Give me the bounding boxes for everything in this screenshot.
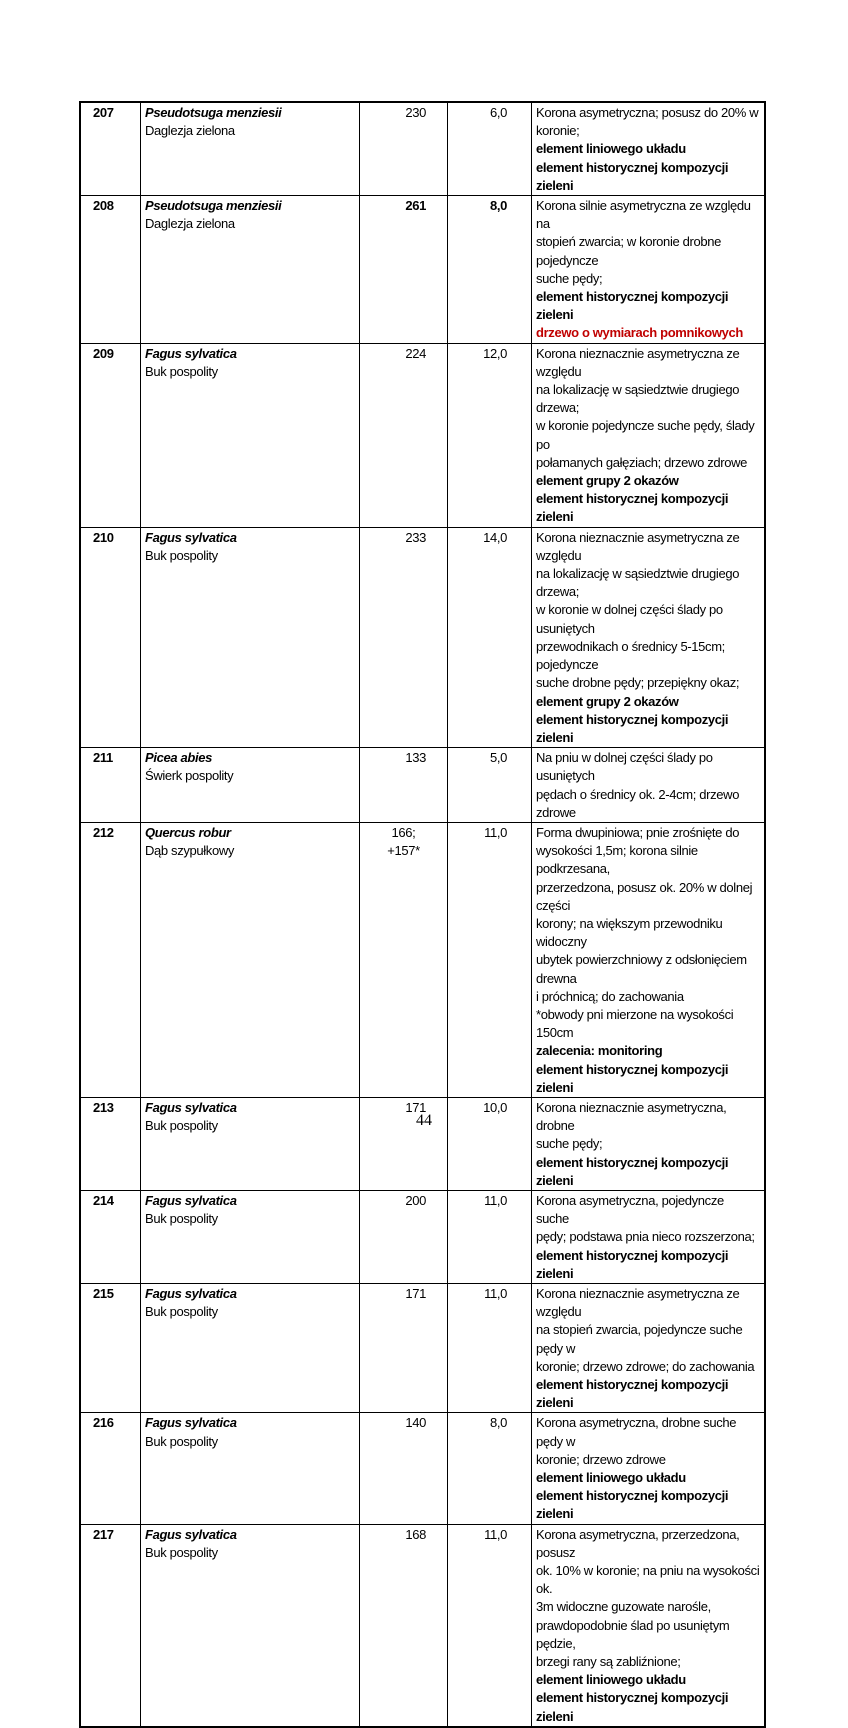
description-line: element historycznej kompozycji zieleni bbox=[536, 1154, 729, 1188]
description-line: Korona nieznacznie asymetryczna, drobne bbox=[536, 1099, 727, 1134]
description-line: Korona asymetryczna; posusz do 20% w bbox=[536, 105, 759, 120]
tree-height: 6,0 bbox=[448, 102, 532, 196]
description-line: element historycznej kompozycji zieleni bbox=[536, 1247, 729, 1281]
monument-tree-note: drzewo o wymiarach pomnikowych bbox=[536, 325, 743, 341]
condition-description bbox=[532, 1524, 766, 1727]
description-line: suche pędy; bbox=[536, 1136, 603, 1152]
description-line: suche drobne pędy; przepiękny okaz; bbox=[536, 675, 740, 691]
trunk-circumference: 171 bbox=[360, 1284, 448, 1413]
common-name: Świerk pospolity bbox=[145, 768, 234, 784]
species-cell bbox=[141, 102, 360, 196]
tree-row bbox=[80, 822, 765, 1097]
description-line: suche pędy; bbox=[536, 270, 603, 286]
latin-name: Pseudotsuga menziesii bbox=[145, 105, 282, 120]
tree-height: 8,0 bbox=[448, 1413, 532, 1524]
description-line: Forma dwupiniowa; pnie zrośnięte do bbox=[536, 824, 740, 840]
description-line: 3m widoczne guzowate narośle, bbox=[536, 1599, 711, 1615]
trunk-circumference: 140 bbox=[360, 1413, 448, 1524]
tree-number: 217 bbox=[80, 1524, 141, 1727]
description-line: Korona asymetryczna, drobne suche pędy w bbox=[536, 1415, 737, 1449]
tree-number: 210 bbox=[80, 527, 141, 747]
common-name: Buk pospolity bbox=[145, 1304, 218, 1320]
common-name: Buk pospolity bbox=[145, 1211, 218, 1227]
tree-number: 216 bbox=[80, 1413, 141, 1524]
description-line: element historycznej kompozycji zieleni bbox=[536, 1377, 729, 1411]
species-cell bbox=[141, 343, 360, 527]
description-line: element historycznej kompozycji zieleni bbox=[536, 289, 729, 323]
trunk-circumference: 261 bbox=[360, 196, 448, 344]
tree-number: 214 bbox=[80, 1190, 141, 1283]
description-line: brzegi rany są zabliźnione; bbox=[536, 1654, 681, 1670]
trunk-circumference: 233 bbox=[360, 527, 448, 747]
common-name: Buk pospolity bbox=[145, 547, 218, 563]
tree-number: 213 bbox=[80, 1097, 141, 1190]
latin-name: Pseudotsuga menziesii bbox=[145, 198, 282, 214]
trunk-circumference: 168 bbox=[360, 1524, 448, 1727]
page-number: 44 bbox=[416, 1112, 432, 1129]
description-line: pędach o średnicy ok. 2-4cm; drzewo zdrowe bbox=[536, 786, 740, 820]
description-line: przewodnikach o średnicy 5-15cm; pojedyncze bbox=[536, 638, 725, 673]
description-line: *obwody pni mierzone na wysokości 150cm bbox=[536, 1006, 734, 1041]
tree-height: 11,0 bbox=[448, 1284, 532, 1413]
latin-name: Picea abies bbox=[145, 750, 212, 766]
description-line: prawdopodobnie ślad po usuniętym pędzie, bbox=[536, 1617, 730, 1651]
condition-description bbox=[532, 822, 766, 1097]
tree-number: 211 bbox=[80, 748, 141, 823]
description-line: Na pniu w dolnej części ślady po usuniętych bbox=[536, 750, 713, 784]
tree-height: 5,0 bbox=[448, 748, 532, 823]
tree-height: 10,0 bbox=[448, 1097, 532, 1190]
species-cell bbox=[141, 196, 360, 344]
description-line: ubytek powierzchniowy z odsłonięciem drewna bbox=[536, 952, 747, 986]
common-name: Dąb szypułkowy bbox=[145, 843, 235, 859]
latin-name: Fagus sylvatica bbox=[145, 529, 237, 545]
latin-name: Quercus robur bbox=[145, 824, 231, 840]
latin-name: Fagus sylvatica bbox=[145, 1286, 237, 1301]
latin-name: Fagus sylvatica bbox=[145, 1415, 237, 1431]
description-line: Korona nieznacznie asymetryczna ze względu bbox=[536, 345, 740, 379]
tree-row bbox=[80, 748, 765, 823]
description-line: element grupy 2 okazów bbox=[536, 693, 679, 709]
species-cell bbox=[141, 1524, 360, 1727]
tree-row bbox=[80, 196, 765, 344]
description-line: element liniowego układu bbox=[536, 1470, 686, 1486]
description-line: koronie; drzewo zdrowe bbox=[536, 1451, 666, 1467]
description-line: Korona asymetryczna, przerzedzona, posusz bbox=[536, 1526, 740, 1560]
description-line: element liniowego układu bbox=[536, 1672, 686, 1688]
tree-height: 11,0 bbox=[448, 822, 532, 1097]
condition-description bbox=[532, 343, 766, 527]
circumference-value: 166; bbox=[391, 824, 416, 840]
trunk-circumference: 171 bbox=[360, 1097, 448, 1190]
description-line: pędy; podstawa pnia nieco rozszerzona; bbox=[536, 1229, 755, 1245]
trunk-circumference: 133 bbox=[360, 748, 448, 823]
tree-height: 12,0 bbox=[448, 343, 532, 527]
description-line: w koronie pojedyncze suche pędy, ślady po bbox=[536, 418, 755, 452]
description-line: korony; na większym przewodniku widoczny bbox=[536, 915, 723, 950]
tree-number: 212 bbox=[80, 822, 141, 1097]
tree-number: 208 bbox=[80, 196, 141, 344]
common-name: Buk pospolity bbox=[145, 1433, 218, 1449]
description-line: na lokalizację w sąsiedztwie drugiego drzewa; bbox=[536, 382, 740, 416]
description-line: na lokalizację w sąsiedztwie drugiego drzewa; bbox=[536, 566, 740, 600]
description-line: Korona nieznacznie asymetryczna ze względu bbox=[536, 1286, 740, 1320]
species-cell bbox=[141, 1413, 360, 1524]
condition-description bbox=[532, 1284, 766, 1413]
species-cell bbox=[141, 1190, 360, 1283]
tree-row bbox=[80, 1190, 765, 1283]
description-line: element grupy 2 okazów bbox=[536, 473, 679, 489]
description-line: połamanych gałęziach; drzewo zdrowe bbox=[536, 454, 748, 470]
condition-description bbox=[532, 1413, 766, 1524]
tree-height: 8,0 bbox=[448, 196, 532, 344]
description-line: przerzedzona, posusz ok. 20% w dolnej części bbox=[536, 879, 753, 913]
trunk-circumference: 224 bbox=[360, 343, 448, 527]
tree-number: 215 bbox=[80, 1284, 141, 1413]
condition-description bbox=[532, 196, 766, 344]
tree-row bbox=[80, 1524, 765, 1727]
description-line: Korona silnie asymetryczna ze względu na bbox=[536, 198, 751, 232]
description-line: koronie; drzewo zdrowe; do zachowania bbox=[536, 1358, 755, 1374]
description-line: Korona asymetryczna, pojedyncze suche bbox=[536, 1192, 724, 1227]
description-line: element historycznej kompozycji zieleni bbox=[536, 491, 729, 525]
description-line: i próchnicą; do zachowania bbox=[536, 988, 684, 1004]
species-cell bbox=[141, 527, 360, 747]
tree-number: 209 bbox=[80, 343, 141, 527]
description-line: koronie; bbox=[536, 123, 580, 139]
tree-inventory-table bbox=[79, 101, 766, 1728]
condition-description bbox=[532, 1190, 766, 1283]
species-cell bbox=[141, 822, 360, 1097]
tree-height: 11,0 bbox=[448, 1190, 532, 1283]
description-line: Korona nieznacznie asymetryczna ze względu bbox=[536, 529, 740, 563]
common-name: Buk pospolity bbox=[145, 1118, 218, 1134]
trunk-circumference: 230 bbox=[360, 102, 448, 196]
tree-number: 207 bbox=[80, 102, 141, 196]
latin-name: Fagus sylvatica bbox=[145, 1099, 237, 1115]
circumference-value-2: +157* bbox=[387, 843, 420, 859]
tree-row bbox=[80, 102, 765, 196]
condition-description bbox=[532, 102, 766, 196]
common-name: Daglezja zielona bbox=[145, 123, 235, 139]
description-line: stopień zwarcia; w koronie drobne pojedyncze bbox=[536, 234, 721, 268]
condition-description bbox=[532, 527, 766, 747]
description-line: wysokości 1,5m; korona silnie podkrzesana, bbox=[536, 843, 698, 877]
common-name: Buk pospolity bbox=[145, 1544, 218, 1560]
description-line: element historycznej kompozycji zieleni bbox=[536, 1488, 729, 1522]
description-line: element historycznej kompozycji zieleni bbox=[536, 711, 729, 745]
tree-row bbox=[80, 527, 765, 747]
description-line: element historycznej kompozycji zieleni bbox=[536, 1061, 729, 1095]
tree-height: 11,0 bbox=[448, 1524, 532, 1727]
description-line: element liniowego układu bbox=[536, 141, 686, 157]
description-line: ok. 10% w koronie; na pniu na wysokości ok. bbox=[536, 1563, 760, 1597]
condition-description bbox=[532, 748, 766, 823]
latin-name: Fagus sylvatica bbox=[145, 1192, 237, 1208]
trunk-circumference: 200 bbox=[360, 1190, 448, 1283]
description-line: w koronie w dolnej części ślady po usuniętych bbox=[536, 602, 723, 636]
latin-name: Fagus sylvatica bbox=[145, 1526, 237, 1542]
common-name: Daglezja zielona bbox=[145, 216, 235, 232]
species-cell bbox=[141, 748, 360, 823]
description-line: element historycznej kompozycji zieleni bbox=[536, 1690, 729, 1724]
tree-row bbox=[80, 343, 765, 527]
trunk-circumference bbox=[360, 822, 448, 1097]
description-line: na stopień zwarcia, pojedyncze suche pędy w bbox=[536, 1322, 743, 1356]
latin-name: Fagus sylvatica bbox=[145, 345, 237, 361]
common-name: Buk pospolity bbox=[145, 363, 218, 379]
tree-height: 14,0 bbox=[448, 527, 532, 747]
tree-row bbox=[80, 1284, 765, 1413]
description-line: zalecenia: monitoring bbox=[536, 1043, 663, 1059]
tree-row bbox=[80, 1413, 765, 1524]
description-line: element historycznej kompozycji zieleni bbox=[536, 159, 729, 193]
species-cell bbox=[141, 1284, 360, 1413]
